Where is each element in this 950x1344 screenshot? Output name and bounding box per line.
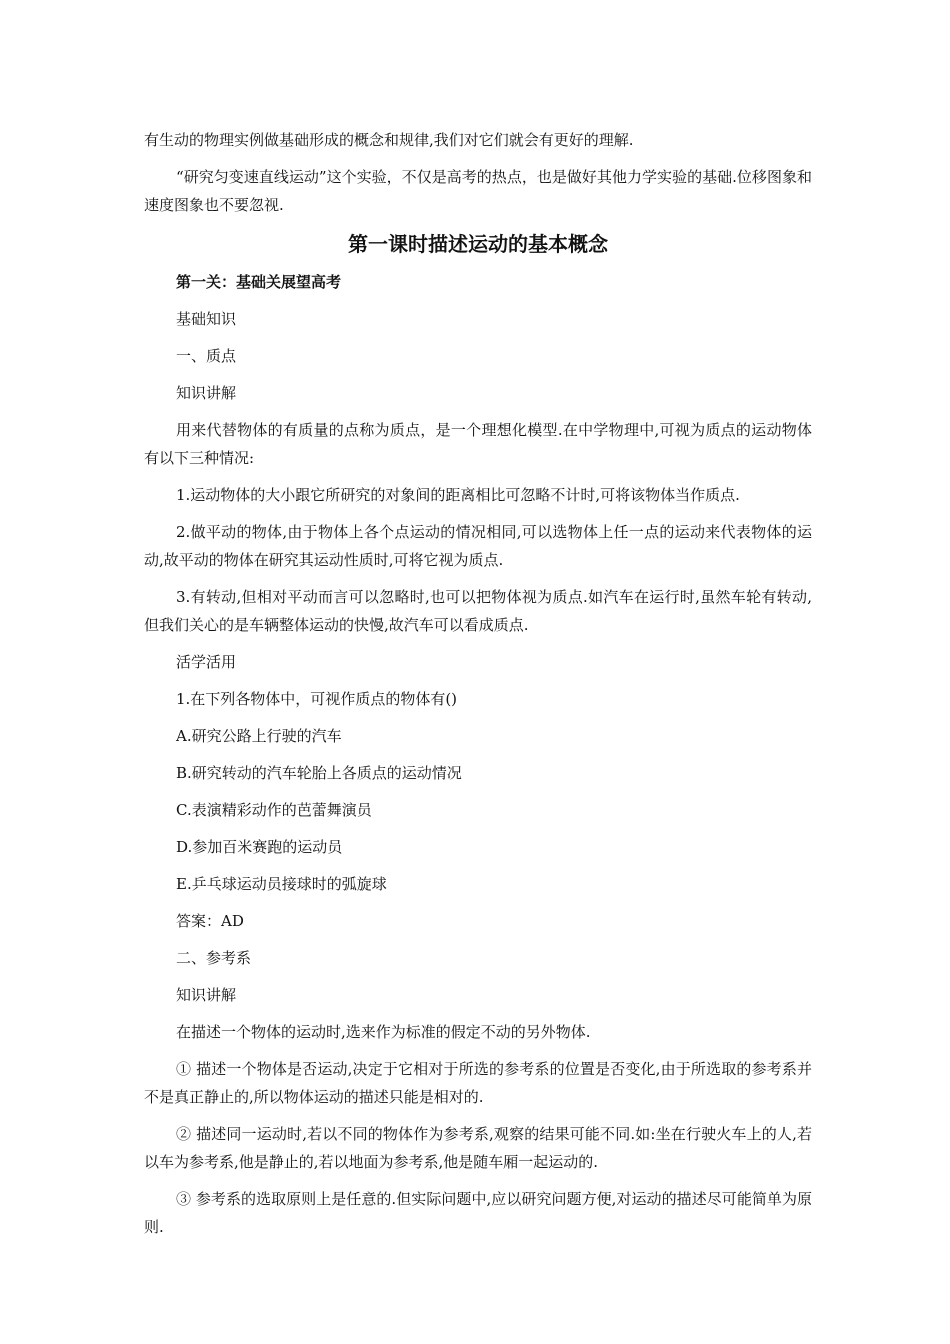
question-1: 1.在下列各物体中，可视作质点的物体有()	[176, 690, 458, 708]
reference-point-2: ② 描述同一运动时,若以不同的物体作为参考系,观察的结果可能不同.如:坐在行驶火车上的人,若以车为参考系,他是静止的,若以地面为参考系,他是随车厢一起运动的.	[144, 1125, 812, 1171]
heading-particle: 一、质点	[176, 347, 237, 365]
subheading-explanation-2: 知识讲解	[176, 986, 237, 1004]
subheading-basic-knowledge: 基础知识	[176, 310, 237, 328]
option-c: C.表演精彩动作的芭蕾舞演员	[176, 801, 372, 819]
particle-case-1: 1.运动物体的大小跟它所研究的对象间的距离相比可忽略不计时,可将该物体当作质点.	[176, 486, 740, 504]
option-e: E.乒乓球运动员接球时的弧旋球	[176, 875, 387, 893]
lesson-title: 第一课时描述运动的基本概念	[348, 232, 608, 256]
reference-point-1: ① 描述一个物体是否运动,决定于它相对于所选的参考系的位置是否变化,由于所选取的参考系并不是真正静止的,所以物体运动的描述只能是相对的.	[144, 1060, 812, 1106]
particle-definition: 用来代替物体的有质量的点称为质点，是一个理想化模型.在中学物理中,可视为质点的运动物体有以下三种情况:	[144, 421, 812, 467]
subheading-practice: 活学活用	[176, 653, 237, 671]
experiment-paragraph: “研究匀变速直线运动”这个实验，不仅是高考的热点，也是做好其他力学实验的基础.位移图象和速度图象也不要忽视.	[144, 168, 812, 214]
intro-paragraph-end: 有生动的物理实例做基础形成的概念和规律,我们对它们就会有更好的理解.	[144, 131, 634, 149]
heading-reference-frame: 二、参考系	[176, 949, 252, 967]
document-body	[144, 126, 812, 1241]
option-a: A.研究公路上行驶的汽车	[176, 727, 342, 745]
reference-point-3: ③ 参考系的选取原则上是任意的.但实际问题中,应以研究问题方便,对运动的描述尽可能简单为原则.	[144, 1190, 812, 1236]
particle-case-2: 2.做平动的物体,由于物体上各个点运动的情况相同,可以选物体上任一点的运动来代表物体的运动,故平动的物体在研究其运动性质时,可将它视为质点.	[144, 523, 812, 569]
subheading-explanation: 知识讲解	[176, 384, 237, 402]
reference-definition: 在描述一个物体的运动时,选来作为标准的假定不动的另外物体.	[176, 1023, 591, 1041]
particle-case-3: 3.有转动,但相对平动而言可以忽略时,也可以把物体视为质点.如汽车在运行时,虽然车轮有转动,但我们关心的是车辆整体运动的快慢,故汽车可以看成质点.	[144, 588, 812, 634]
answer: 答案：AD	[176, 912, 244, 930]
option-d: D.参加百米赛跑的运动员	[176, 838, 343, 856]
option-b: B.研究转动的汽车轮胎上各质点的运动情况	[176, 764, 462, 782]
section-heading: 第一关：基础关展望高考	[176, 273, 342, 291]
